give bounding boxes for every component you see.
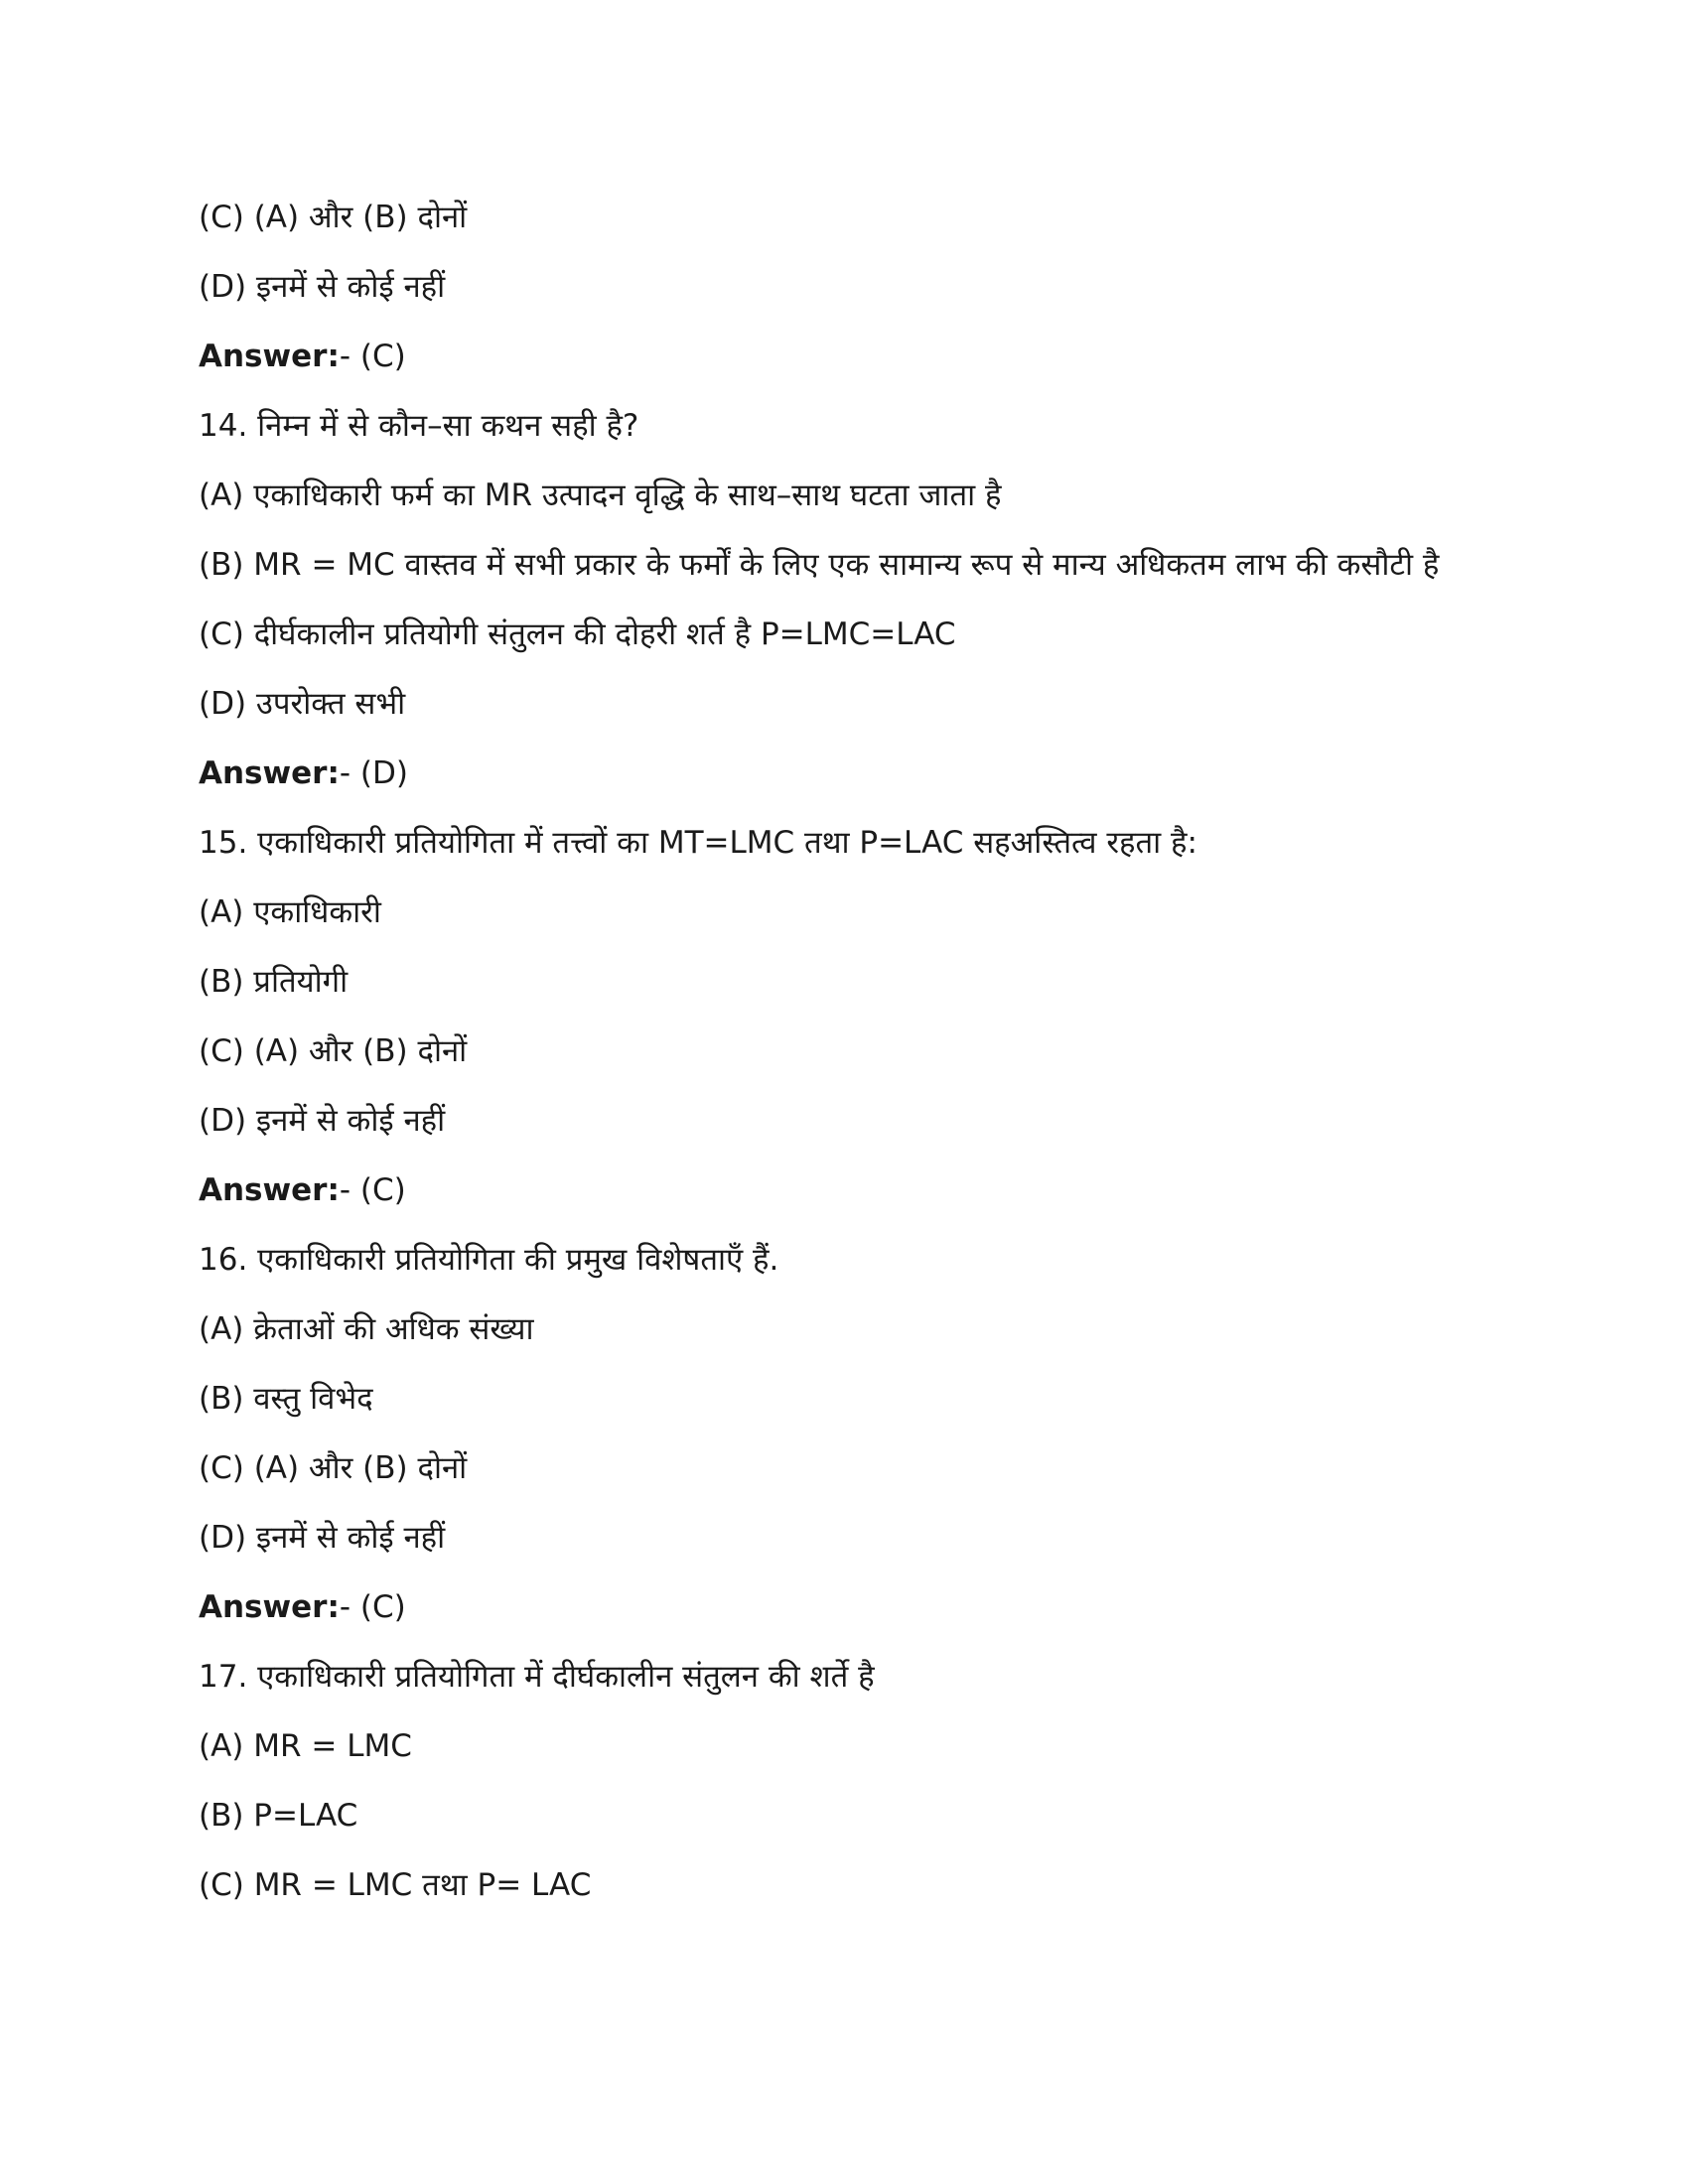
option-14c: (C) दीर्घकालीन प्रतियोगी संतुलन की दोहरी शर्त है P=LMC=LAC — [199, 616, 956, 652]
option-17a: (A) MR = LMC — [199, 1728, 412, 1764]
option-16c: (C) (A) और (B) दोनों — [199, 1450, 468, 1486]
document-page — [199, 195, 1489, 1932]
answer-value: - (C) — [339, 1172, 406, 1208]
option-14d: (D) उपरोक्त सभी — [199, 686, 406, 722]
answer-value: - (C) — [339, 339, 406, 374]
answer-label: Answer: — [199, 755, 340, 791]
option-15d: (D) इनमें से कोई नहीं — [199, 1103, 446, 1139]
answer-value: - (D) — [339, 755, 408, 791]
option-15b: (B) प्रतियोगी — [199, 964, 349, 1000]
option-16d: (D) इनमें से कोई नहीं — [199, 1520, 446, 1556]
question-14: 14. निम्न में से कौन–सा कथन सही है? — [199, 408, 639, 444]
answer-14 — [199, 751, 1489, 796]
question-17: 17. एकाधिकारी प्रतियोगिता में दीर्घकालीन संतुलन की शर्ते है — [199, 1659, 875, 1695]
option-17b: (B) P=LAC — [199, 1798, 358, 1834]
option-16a: (A) क्रेताओं की अधिक संख्या — [199, 1311, 534, 1347]
answer-15 — [199, 1167, 1489, 1213]
option-17c: (C) MR = LMC तथा P= LAC — [199, 1867, 592, 1903]
answer-13 — [199, 334, 1489, 379]
answer-label: Answer: — [199, 1589, 340, 1625]
answer-16 — [199, 1584, 1489, 1630]
option-13c: (C) (A) और (B) दोनों — [199, 200, 468, 235]
option-15a: (A) एकाधिकारी — [199, 894, 381, 930]
option-13d: (D) इनमें से कोई नहीं — [199, 269, 446, 305]
question-15: 15. एकाधिकारी प्रतियोगिता में तत्त्वों का MT=LMC तथा P=LAC सहअस्तित्व रहता है: — [199, 825, 1197, 861]
answer-label: Answer: — [199, 1172, 340, 1208]
answer-label: Answer: — [199, 339, 340, 374]
option-14a: (A) एकाधिकारी फर्म का MR उत्पादन वृद्धि के साथ–साथ घटता जाता है — [199, 478, 1002, 513]
option-16b: (B) वस्तु विभेद — [199, 1381, 373, 1417]
question-16: 16. एकाधिकारी प्रतियोगिता की प्रमुख विशेषताएँ हैं. — [199, 1242, 779, 1278]
answer-value: - (C) — [339, 1589, 406, 1625]
option-15c: (C) (A) और (B) दोनों — [199, 1033, 468, 1069]
option-14b: (B) MR = MC वास्तव में सभी प्रकार के फर्मों के लिए एक सामान्य रूप से मान्य अधिकतम लाभ की कसौटी है — [199, 547, 1440, 583]
